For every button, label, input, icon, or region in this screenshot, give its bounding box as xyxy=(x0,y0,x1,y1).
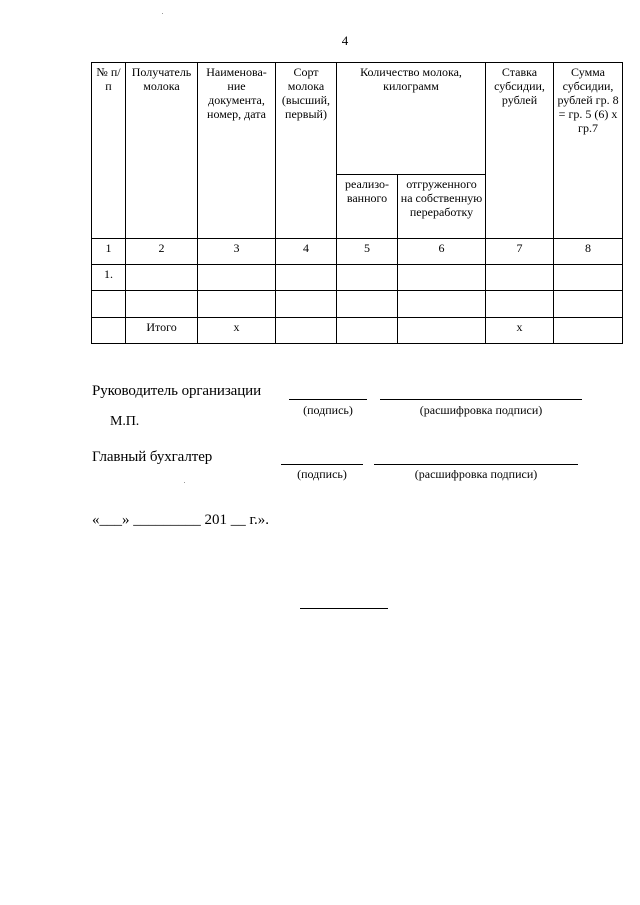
column-number-row xyxy=(92,239,623,265)
table-cell xyxy=(126,265,198,291)
table-cell xyxy=(126,291,198,318)
header-cell-milk-grade: Сорт молока (высший, первый) xyxy=(276,63,337,239)
header-row xyxy=(92,63,623,175)
table-row xyxy=(92,265,623,291)
header-cell-milk-quantity: Количество молока, килограмм xyxy=(337,63,486,175)
total-row xyxy=(92,318,623,344)
table-cell xyxy=(337,265,398,291)
header-cell-document: Наименова-ние документа, номер, дата xyxy=(198,63,276,239)
table-cell: х xyxy=(198,318,276,344)
header-cell-subsidy-sum: Сумма субсидии, рублей гр. 8 = гр. 5 (6) х гр.7 xyxy=(554,63,623,239)
accountant-decode-caption: (расшифровка подписи) xyxy=(414,467,538,481)
table-cell xyxy=(276,291,337,318)
header-cell-recipient: Получатель молока xyxy=(126,63,198,239)
director-decode-line xyxy=(380,399,582,400)
accountant-decode-line xyxy=(374,464,578,465)
table-cell xyxy=(398,291,486,318)
stamp-label: М.П. xyxy=(110,414,140,429)
table-cell: 1. xyxy=(92,265,126,291)
header-cell-sold: реализо-ванного xyxy=(337,175,398,239)
table-cell xyxy=(92,291,126,318)
column-number: 5 xyxy=(337,239,398,265)
accountant-signature-line xyxy=(281,464,363,465)
header-cell-shipped: отгруженного на собственную переработку xyxy=(398,175,486,239)
table-cell xyxy=(198,291,276,318)
table-cell xyxy=(276,318,337,344)
column-number: 2 xyxy=(126,239,198,265)
table-cell xyxy=(276,265,337,291)
end-rule xyxy=(300,608,388,609)
table-cell xyxy=(554,291,623,318)
accountant-label: Главный бухгалтер xyxy=(92,449,213,465)
table-row xyxy=(92,291,623,318)
date-line: «___» _________ 201 __ г.». xyxy=(92,512,269,528)
table-cell xyxy=(554,265,623,291)
column-number: 4 xyxy=(276,239,337,265)
column-number: 8 xyxy=(554,239,623,265)
table-cell: х xyxy=(486,318,554,344)
table-cell xyxy=(554,318,623,344)
column-number: 7 xyxy=(486,239,554,265)
director-signature-line xyxy=(289,399,367,400)
table-cell xyxy=(486,265,554,291)
column-number: 3 xyxy=(198,239,276,265)
table-cell xyxy=(198,265,276,291)
scan-speck xyxy=(162,13,163,14)
column-number: 6 xyxy=(398,239,486,265)
total-label: Итого xyxy=(126,318,198,344)
column-number: 1 xyxy=(92,239,126,265)
header-cell-subsidy-rate: Ставка субсидии, рублей xyxy=(486,63,554,239)
table-cell xyxy=(398,318,486,344)
table-cell xyxy=(92,318,126,344)
subsidy-table xyxy=(91,62,623,344)
table-cell xyxy=(337,318,398,344)
page-number: 4 xyxy=(341,33,349,48)
table-cell xyxy=(486,291,554,318)
header-cell-number: № п/п xyxy=(92,63,126,239)
table-cell xyxy=(398,265,486,291)
accountant-signature-caption: (подпись) xyxy=(297,467,347,481)
director-label: Руководитель организации xyxy=(92,383,261,399)
table-cell xyxy=(337,291,398,318)
director-signature-caption: (подпись) xyxy=(303,403,353,417)
scan-speck xyxy=(184,482,185,483)
director-decode-caption: (расшифровка подписи) xyxy=(419,403,543,417)
